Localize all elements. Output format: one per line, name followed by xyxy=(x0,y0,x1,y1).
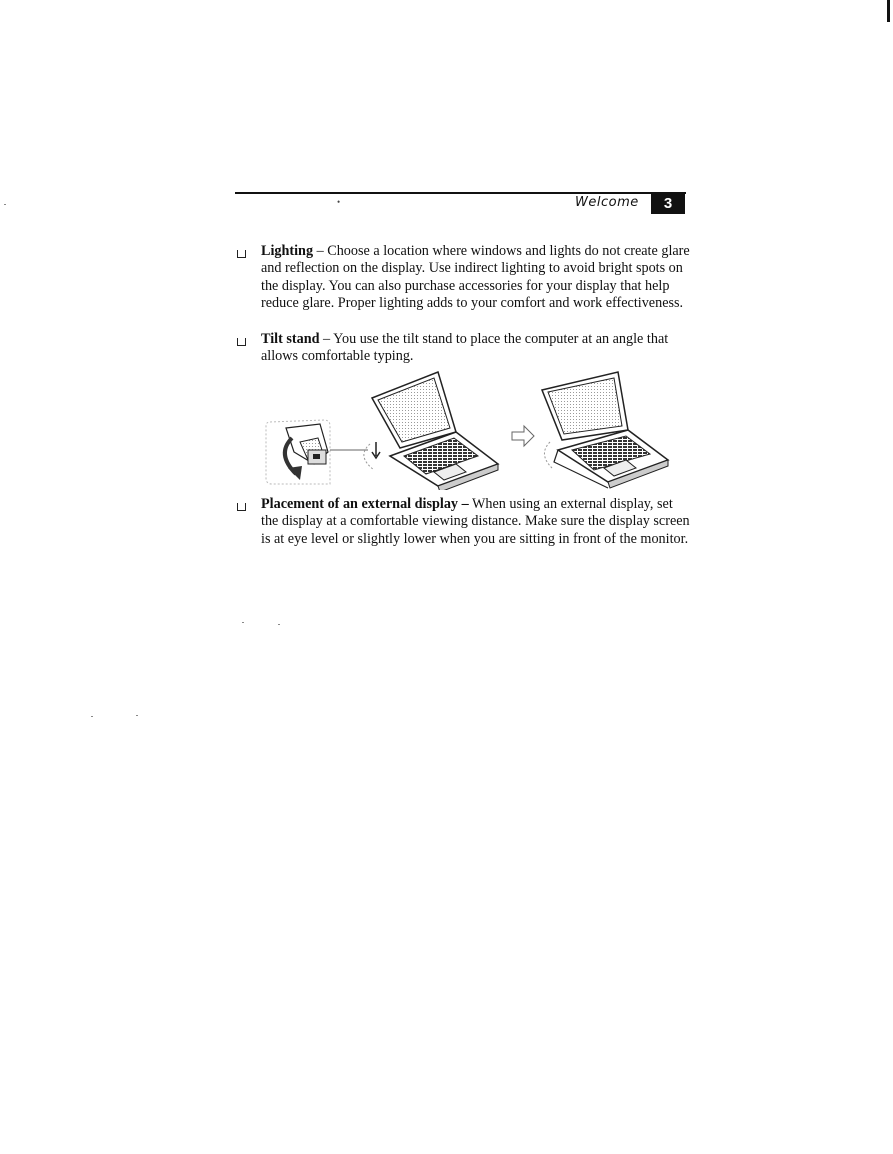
item-description: – Choose a location where windows and lights do not create glare and reflection on the display. Use indirect lighting to avoid bright spots on the display. You can also purchase accessories for your display that help reduce glare. Proper lighting adds to your comfort and work effectiveness. xyxy=(261,243,690,311)
header-rule xyxy=(235,192,686,194)
list-item-external-display xyxy=(261,496,691,548)
header-dot-icon: • xyxy=(337,197,341,207)
item-description: – You use the tilt stand to place the computer at an angle that allows comfortable typing. xyxy=(261,331,669,365)
scan-speck xyxy=(136,715,138,716)
bullet-checkbox-icon xyxy=(237,338,246,346)
laptop-stand-open xyxy=(542,372,668,488)
scan-speck xyxy=(91,716,93,717)
item-term: Tilt stand xyxy=(261,331,320,347)
scan-speck xyxy=(278,624,280,625)
list-item-lighting xyxy=(261,243,691,312)
scan-speck xyxy=(4,204,6,205)
tilt-stand-illustration xyxy=(258,368,678,490)
laptop-stand-closed xyxy=(364,372,498,490)
list-item-tilt-stand xyxy=(261,331,691,366)
scan-speck xyxy=(242,622,244,623)
bullet-checkbox-icon xyxy=(237,503,246,511)
bullet-checkbox-icon xyxy=(237,250,246,258)
item-term: Placement of an external display – xyxy=(261,496,469,512)
item-term: Lighting xyxy=(261,243,314,259)
item-description: When using an external display, set the display at a comfortable viewing distance. Make sure the display screen is at eye level or slightly lower when you are sitting in front of the monitor. xyxy=(261,496,690,547)
tilt-stand-detail-inset xyxy=(266,420,330,484)
page-number: 3 xyxy=(651,194,685,214)
running-head: Welcome xyxy=(575,195,639,210)
scan-edge-mark xyxy=(887,0,890,22)
